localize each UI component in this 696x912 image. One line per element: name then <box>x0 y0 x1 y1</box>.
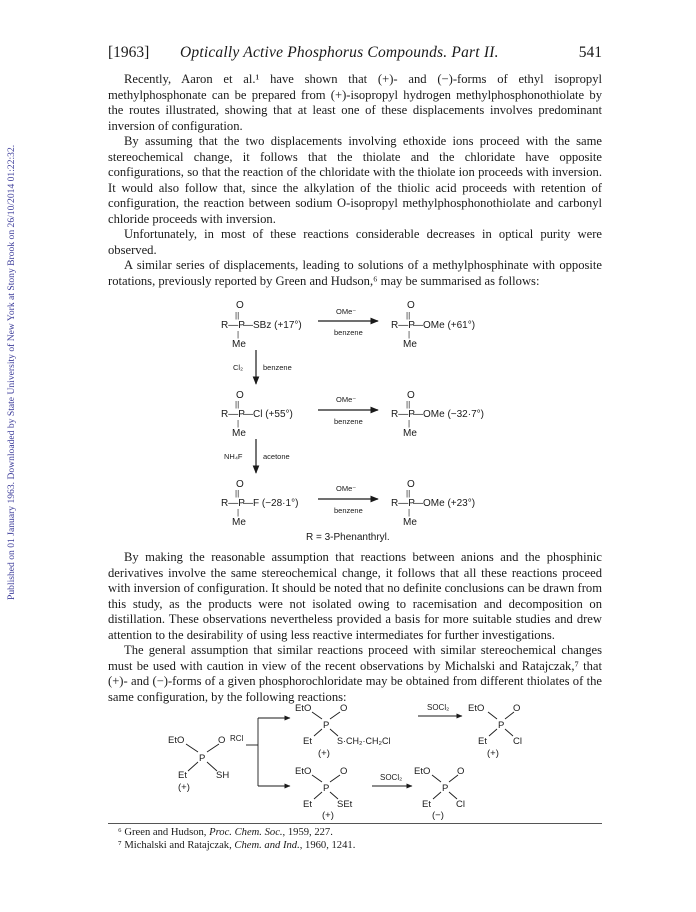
bond-line <box>314 729 322 736</box>
footnote-journal: Proc. Chem. Soc. <box>209 827 283 838</box>
r-p-label: R—P <box>221 320 245 331</box>
rotation-label: (+) <box>322 810 334 821</box>
bond-line <box>432 775 441 782</box>
product-ome: —OMe (+61°) <box>413 320 476 331</box>
phosphorus-label: P <box>199 753 206 764</box>
ethylthio-label: SEt <box>337 799 353 810</box>
bond-line <box>330 729 338 736</box>
oxygen-label: O <box>218 735 226 746</box>
reagent-benzene: benzene <box>334 417 363 426</box>
rotation-label: (+) <box>318 748 330 759</box>
reagent-socl2: SOCl₂ <box>427 703 450 712</box>
oxygen-label: O <box>407 300 415 311</box>
ethyl-label: Et <box>303 736 312 747</box>
reagent-benzene: benzene <box>334 328 363 337</box>
rotation-label: (−) <box>432 810 444 821</box>
reagent-nh4f: NH₄F <box>224 452 243 461</box>
footnote-mark: ⁷ <box>118 840 122 851</box>
ethyl-label: Et <box>422 799 431 810</box>
bond-line <box>505 729 513 736</box>
reagent-ome: OMe⁻ <box>336 307 357 316</box>
ethoxy-label: EtO <box>295 703 312 714</box>
footnote-mark: ⁶ <box>118 827 122 838</box>
footnote-authors: Green and Hudson, <box>124 827 210 838</box>
methyl-label: Me <box>232 339 246 350</box>
methyl-label: Me <box>403 339 417 350</box>
bond-bar: | <box>237 330 240 339</box>
paragraph-assumption: By assuming that the two displacements involving ethoxide ions proceed with the same stereochemical change, it follows that the thiolate and the chloridate have opposite configurations, so that the reaction of the chloridate with the thiolate ion proceeds with inversion. It would also follow that, since the alkylation of the thiolic acid proceeds with retention of configuration, the reaction between sodium O-isopropyl methylphosphonothiolate and carbonyl chloride proceeds with inversion. <box>108 134 602 226</box>
footnote-authors: Michalski and Ratajczak, <box>124 840 235 851</box>
oxygen-label: O <box>407 390 415 401</box>
chloroethylthio-label: S·CH₂·CH₂Cl <box>337 736 391 746</box>
ethoxy-label: EtO <box>168 735 185 746</box>
phosphorus-label: P <box>323 783 330 794</box>
reagent-ome: OMe⁻ <box>336 484 357 493</box>
product-ome: —OMe (+23°) <box>413 498 476 509</box>
footnote-rule <box>108 823 602 824</box>
methyl-label: Me <box>403 428 417 439</box>
chloro-label: Cl <box>456 799 465 810</box>
reactant-sbz: —SBz (+17°) <box>243 320 302 331</box>
download-notice-text: Published on 01 January 1963. Downloaded by State University of New York at Stony Brook on 26/10/2014 01:22:32. <box>6 144 17 600</box>
oxygen-label: O <box>340 703 348 714</box>
double-bond: || <box>406 311 411 320</box>
thiol-label: SH <box>216 770 230 781</box>
bond-line <box>330 775 340 782</box>
paragraph-aaron: Recently, Aaron et al.¹ have shown that (+)- and (−)-forms of ethyl isopropyl methylphosphonate can be prepared from (+)-isopropyl hydrogen methylphosphonothiolate by the routes illustrated, showing that at least one of these displacements involves predominant inversion of configuration. <box>108 72 602 133</box>
ethyl-label: Et <box>178 770 187 781</box>
r-p-label: R—P <box>391 320 415 331</box>
bond-bar: | <box>408 330 411 339</box>
r-p-label: R—P <box>221 498 245 509</box>
bond-line <box>312 712 322 719</box>
r-p-label: R—P <box>391 409 415 420</box>
methyl-label: Me <box>403 517 417 528</box>
r-p-label: R—P <box>221 409 245 420</box>
page-number: 541 <box>578 44 602 61</box>
footnote-reference: , 1960, 1241. <box>299 840 356 851</box>
double-bond: || <box>235 489 240 498</box>
bond-bar: | <box>237 508 240 517</box>
footnote-7 <box>118 840 355 853</box>
reagent-socl2: SOCl₂ <box>380 773 403 782</box>
bond-line <box>312 775 322 782</box>
double-bond: || <box>406 400 411 409</box>
phosphorus-label: P <box>442 783 449 794</box>
bond-line <box>449 792 457 799</box>
double-bond: || <box>235 400 240 409</box>
methyl-label: Me <box>232 428 246 439</box>
reactant-cl: —Cl (+55°) <box>243 409 293 420</box>
oxygen-label: O <box>236 390 244 401</box>
bond-line <box>188 762 198 771</box>
ethoxy-label: EtO <box>468 703 485 714</box>
bond-bar: | <box>408 508 411 517</box>
oxygen-label: O <box>457 766 465 777</box>
r-definition: R = 3-Phenanthryl. <box>306 532 390 543</box>
reagent-rcl: RCl <box>230 734 244 743</box>
oxygen-label: O <box>513 703 521 714</box>
phosphorus-label: P <box>323 720 330 731</box>
reagent-ome: OMe⁻ <box>336 395 357 404</box>
footnote-journal: Chem. and Ind. <box>234 840 300 851</box>
phosphorus-label: P <box>498 720 505 731</box>
reagent-benzene: benzene <box>334 506 363 515</box>
double-bond: || <box>406 489 411 498</box>
paragraph-similar-series: A similar series of displacements, leading to solutions of a methylphosphinate with opposite rotations, previously reported by Green and Hudson,⁶ may be summarised as follows: <box>108 258 602 288</box>
bond-line <box>186 744 198 752</box>
product-ome: —OMe (−32·7°) <box>413 409 484 420</box>
oxygen-label: O <box>340 766 348 777</box>
paragraph-general-assumption: The general assumption that similar reactions proceed with similar stereochemical changes must be used with caution in view of the recent observations by Michalski and Ratajczak,⁷ that (+)- and (−)-forms of a given phosphorochloridate may be obtained from different thiolates of the same configuration, by the following reactions: <box>108 643 602 704</box>
bond-line <box>488 712 497 719</box>
methyl-label: Me <box>232 517 246 528</box>
r-p-label: R—P <box>391 498 415 509</box>
bond-line <box>489 729 497 736</box>
reagent-benzene: benzene <box>263 363 292 372</box>
bond-bar: | <box>237 419 240 428</box>
footnote-reference: , 1959, 227. <box>282 827 333 838</box>
bond-line <box>314 792 322 799</box>
rotation-label: (+) <box>487 748 499 759</box>
rotation-label: (+) <box>178 782 190 793</box>
bond-line <box>433 792 441 799</box>
bond-line <box>330 792 338 799</box>
double-bond: || <box>235 311 240 320</box>
bond-line <box>330 712 340 719</box>
ethoxy-label: EtO <box>295 766 312 777</box>
reagent-cl2: Cl₂ <box>233 363 243 372</box>
ethyl-label: Et <box>478 736 487 747</box>
footnote-6 <box>118 827 333 840</box>
ethoxy-label: EtO <box>414 766 431 777</box>
ethyl-label: Et <box>303 799 312 810</box>
paragraph-unfortunately: Unfortunately, in most of these reactions considerable decreases in optical purity were observed. <box>108 227 602 257</box>
header-title: Optically Active Phosphorus Compounds. Part II. <box>180 44 499 61</box>
oxygen-label: O <box>236 479 244 490</box>
reactant-f: —F (−28·1°) <box>243 498 299 509</box>
bond-bar: | <box>408 419 411 428</box>
header-year: [1963] <box>108 44 150 61</box>
chloro-label: Cl <box>513 736 522 747</box>
oxygen-label: O <box>236 300 244 311</box>
paragraph-reasonable-assumption: By making the reasonable assumption that reactions between anions and the phosphinic derivatives involve the same stereochemical change, it follows that all these reactions proceed with inversion of configuration. It should be noted that no definite conclusions can be drawn from this study, as the products were not isolated owing to racemisation and decomposition on distillation. These observations nevertheless provided a basis for more suitable studies and drew attention to the desirability of using less reactive intermediates for further investigations. <box>108 550 602 642</box>
oxygen-label: O <box>407 479 415 490</box>
reagent-acetone: acetone <box>263 452 290 461</box>
